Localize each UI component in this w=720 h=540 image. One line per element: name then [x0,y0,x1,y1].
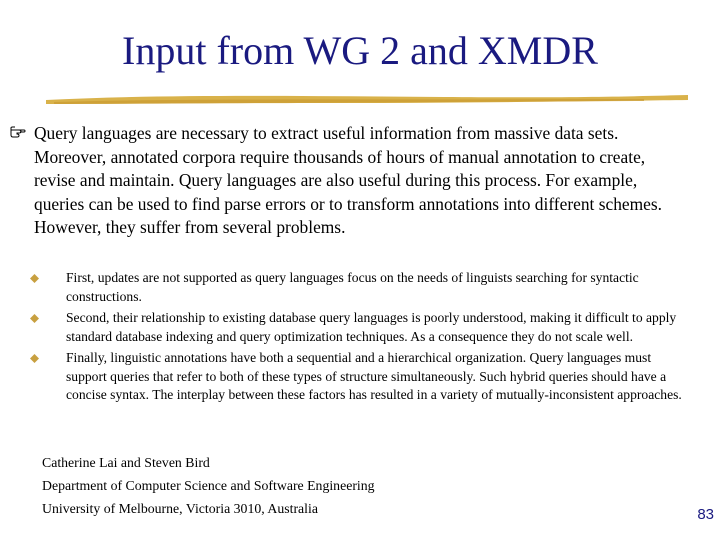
sub-bullet-item [18,349,683,405]
author-names: Catherine Lai and Steven Bird [42,455,210,470]
title-underline [44,88,690,110]
sub-bullet-text: Second, their relationship to existing database query languages is poorly understood, making it difficult to apply standard database indexing and query optimization techniques. As a consequence they do not scale well. [66,310,677,344]
sub-bullet-list [18,269,683,408]
main-bullet [10,122,690,240]
author-department: Department of Computer Science and Software Engineering [42,478,375,493]
sub-bullet-text: Finally, linguistic annotations have both a sequential and a hierarchical organization. Query languages must support queries that refer to both of these types of structure simultaneously. Such hybrid queries should have a concise syntax. The interplay between these factors has resulted in a variety of mutually-inconsistent approaches. [66,350,682,402]
main-bullet-text: Query languages are necessary to extract useful information from massive data sets. Moreover, annotated corpora require thousands of hours of manual annotation to create, revise and maintain. Query languages are also useful during this process. For example, queries can be used to find parse errors or to transform annotations into different schemes. However, they suffer from several problems. [34,123,662,237]
diamond-icon [30,274,39,283]
pointing-hand-icon [10,124,26,140]
sub-bullet-item [18,309,683,346]
author-university: University of Melbourne, Victoria 3010, Australia [42,501,318,516]
page-number: 83 [697,506,714,523]
sub-bullet-item [18,269,683,306]
diamond-icon [30,354,39,363]
diamond-icon [30,314,39,323]
slide-title: Input from WG 2 and XMDR [122,28,598,73]
author-footer [42,451,375,520]
sub-bullet-text: First, updates are not supported as query languages focus on the needs of linguists searching for syntactic constructions. [66,270,639,304]
